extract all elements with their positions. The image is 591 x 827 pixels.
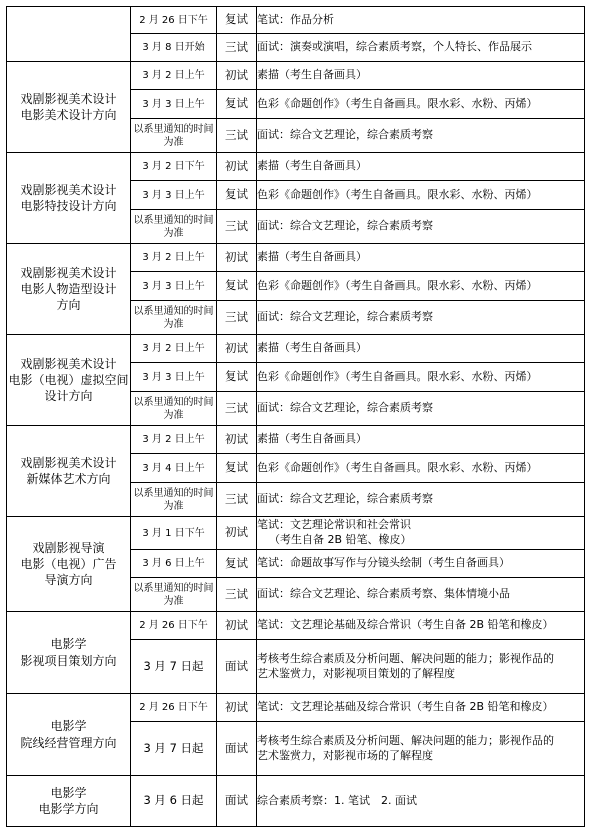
exam-content-line: 色彩《命题创作》（考生自备画具。限水彩、水粉、丙烯） bbox=[257, 460, 538, 474]
exam-content-line: 考核考生综合素质及分析问题、解决问题的能力；影视作品的 bbox=[257, 733, 554, 747]
exam-stage-cell: 三试 bbox=[217, 483, 257, 517]
major-name-line: 电影特技设计方向 bbox=[20, 199, 117, 213]
exam-stage-cell: 三试 bbox=[217, 119, 257, 153]
exam-stage-cell: 复试 bbox=[217, 272, 257, 301]
exam-time-cell: 3 月 3 日上午 bbox=[131, 181, 217, 210]
exam-content-cell bbox=[257, 90, 585, 119]
exam-time-cell: 2 月 26 日下午 bbox=[131, 7, 217, 34]
major-name-line: 电影学方向 bbox=[38, 802, 99, 816]
exam-content-cell bbox=[257, 210, 585, 244]
exam-stage-cell: 三试 bbox=[217, 301, 257, 335]
exam-content-line: 面试：演奏或演唱，综合素质考察，个人特长、作品展示 bbox=[257, 40, 532, 54]
exam-stage-cell: 复试 bbox=[217, 454, 257, 483]
exam-time-cell: 以系里通知的时间为准 bbox=[131, 301, 217, 335]
major-name-line: 设计方向 bbox=[44, 389, 93, 404]
exam-stage-cell: 初试 bbox=[217, 612, 257, 640]
exam-content-line: 艺术鉴赏力，对影视项目策划的了解程度 bbox=[257, 666, 455, 680]
exam-content-cell bbox=[257, 301, 585, 335]
exam-content-cell bbox=[257, 578, 585, 612]
exam-time-cell: 3 月 3 日上午 bbox=[131, 272, 217, 301]
exam-content-cell bbox=[257, 181, 585, 210]
exam-time-cell: 3 月 3 日上午 bbox=[131, 90, 217, 119]
exam-time-cell: 3 月 8 日开始 bbox=[131, 34, 217, 62]
exam-content-line: 素描（考生自备画具） bbox=[257, 341, 367, 355]
major-name-line: 戏剧影视美术设计 bbox=[20, 356, 117, 371]
major-name-line: 戏剧影视美术设计 bbox=[20, 455, 117, 470]
exam-time-cell: 2 月 26 日下午 bbox=[131, 694, 217, 722]
exam-stage-cell: 三试 bbox=[217, 34, 257, 62]
major-cell bbox=[7, 612, 131, 694]
exam-content-line: 笔试：文艺理论常识和社会常识 bbox=[257, 518, 411, 532]
exam-content-line: 素描（考生自备画具） bbox=[257, 68, 367, 82]
exam-content-line: （考生自备 2B 铅笔、橡皮） bbox=[269, 533, 412, 546]
exam-content-cell bbox=[257, 517, 585, 550]
major-cell bbox=[7, 776, 131, 827]
exam-content-cell bbox=[257, 272, 585, 301]
exam-time-cell: 3 月 7 日起 bbox=[131, 722, 217, 776]
exam-stage-cell: 面试 bbox=[217, 722, 257, 776]
exam-stage-cell: 复试 bbox=[217, 363, 257, 392]
exam-stage-cell: 复试 bbox=[217, 90, 257, 119]
exam-content-cell bbox=[257, 34, 585, 62]
exam-content-line: 素描（考生自备画具） bbox=[257, 250, 367, 264]
exam-content-line: 色彩《命题创作》（考生自备画具。限水彩、水粉、丙烯） bbox=[257, 278, 538, 292]
exam-content-line: 面试：综合文艺理论，综合素质考察 bbox=[257, 219, 433, 233]
exam-time-cell: 3 月 2 日下午 bbox=[131, 153, 217, 181]
major-name-line: 电影美术设计方向 bbox=[20, 108, 117, 122]
exam-time-cell: 以系里通知的时间为准 bbox=[131, 392, 217, 426]
exam-time-cell: 2 月 26 日下午 bbox=[131, 612, 217, 640]
major-cell bbox=[7, 62, 131, 153]
exam-content-line: 笔试：作品分析 bbox=[257, 12, 334, 26]
exam-stage-cell: 初试 bbox=[217, 426, 257, 454]
exam-content-cell bbox=[257, 244, 585, 272]
exam-stage-cell: 初试 bbox=[217, 335, 257, 363]
major-name-line: 方向 bbox=[56, 298, 81, 313]
exam-content-cell bbox=[257, 153, 585, 181]
exam-content-cell bbox=[257, 550, 585, 578]
exam-content-line: 色彩《命题创作》（考生自备画具。限水彩、水粉、丙烯） bbox=[257, 96, 538, 110]
exam-time-cell: 以系里通知的时间为准 bbox=[131, 483, 217, 517]
exam-stage-cell: 复试 bbox=[217, 550, 257, 578]
major-name-line: 院线经营管理方向 bbox=[20, 735, 117, 750]
major-name-line: 电影人物造型设计 bbox=[20, 281, 117, 296]
exam-content-line: 素描（考生自备画具） bbox=[257, 159, 367, 173]
major-cell bbox=[7, 153, 131, 244]
major-name-line: 电影学 bbox=[50, 785, 87, 800]
table-row bbox=[7, 335, 585, 363]
exam-content-cell bbox=[257, 454, 585, 483]
exam-time-cell: 3 月 2 日上午 bbox=[131, 335, 217, 363]
exam-content-line: 面试：综合文艺理论，综合素质考察 bbox=[257, 401, 433, 415]
exam-content-cell bbox=[257, 612, 585, 640]
major-name-line: 新媒体艺术方向 bbox=[26, 472, 111, 486]
major-name-line: 戏剧影视美术设计 bbox=[20, 265, 117, 280]
exam-time-cell: 3 月 2 日上午 bbox=[131, 244, 217, 272]
table-row bbox=[7, 62, 585, 90]
major-cell bbox=[7, 694, 131, 776]
exam-content-line: 面试：综合文艺理论，综合素质考察 bbox=[257, 310, 433, 324]
major-cell bbox=[7, 426, 131, 517]
exam-time-cell: 3 月 2 日上午 bbox=[131, 62, 217, 90]
exam-stage-cell: 面试 bbox=[217, 776, 257, 827]
major-name-line: 导演方向 bbox=[44, 573, 93, 588]
exam-content-line: 色彩《命题创作》（考生自备画具。限水彩、水粉、丙烯） bbox=[257, 369, 538, 383]
exam-time-cell: 3 月 7 日起 bbox=[131, 640, 217, 694]
exam-stage-cell: 初试 bbox=[217, 62, 257, 90]
major-name-line: 电影学 bbox=[50, 637, 87, 652]
exam-stage-cell: 复试 bbox=[217, 181, 257, 210]
exam-content-line: 笔试：命题故事写作与分镜头绘制（考生自备画具） bbox=[257, 556, 510, 570]
exam-content-line: 面试：综合文艺理论，综合素质考察 bbox=[257, 128, 433, 142]
exam-content-line: 面试：综合文艺理论，综合素质考察 bbox=[257, 492, 433, 506]
exam-schedule-table bbox=[6, 6, 585, 827]
major-name-line: 电影（电视）虚拟空间 bbox=[8, 372, 129, 387]
table-row bbox=[7, 153, 585, 181]
exam-content-cell bbox=[257, 640, 585, 694]
table-row bbox=[7, 776, 585, 827]
exam-content-line: 综合素质考察：1. 笔试 2. 面试 bbox=[257, 793, 417, 807]
exam-stage-cell: 三试 bbox=[217, 210, 257, 244]
exam-content-cell bbox=[257, 722, 585, 776]
exam-stage-cell: 初试 bbox=[217, 244, 257, 272]
major-name-line: 戏剧影视美术设计 bbox=[20, 91, 117, 106]
major-cell bbox=[7, 335, 131, 426]
exam-time-cell: 3 月 6 日上午 bbox=[131, 550, 217, 578]
exam-content-cell bbox=[257, 7, 585, 34]
table-row bbox=[7, 517, 585, 550]
exam-content-cell bbox=[257, 335, 585, 363]
major-name-line: 戏剧影视美术设计 bbox=[20, 182, 117, 197]
exam-content-line: 色彩《命题创作》（考生自备画具。限水彩、水粉、丙烯） bbox=[257, 187, 538, 201]
table-row bbox=[7, 694, 585, 722]
exam-time-cell: 以系里通知的时间为准 bbox=[131, 578, 217, 612]
exam-time-cell: 3 月 6 日起 bbox=[131, 776, 217, 827]
exam-content-cell bbox=[257, 426, 585, 454]
table-row bbox=[7, 7, 585, 34]
exam-stage-cell: 初试 bbox=[217, 694, 257, 722]
exam-content-cell bbox=[257, 363, 585, 392]
exam-content-line: 素描（考生自备画具） bbox=[257, 432, 367, 446]
exam-stage-cell: 初试 bbox=[217, 153, 257, 181]
exam-time-cell: 3 月 2 日上午 bbox=[131, 426, 217, 454]
exam-content-cell bbox=[257, 392, 585, 426]
exam-time-cell: 以系里通知的时间为准 bbox=[131, 119, 217, 153]
table-row bbox=[7, 612, 585, 640]
exam-content-line: 艺术鉴赏力，对影视市场的了解程度 bbox=[257, 748, 433, 762]
exam-stage-cell: 复试 bbox=[217, 7, 257, 34]
table-row bbox=[7, 426, 585, 454]
exam-content-line: 考核考生综合素质及分析问题、解决问题的能力；影视作品的 bbox=[257, 651, 554, 665]
exam-stage-cell: 三试 bbox=[217, 578, 257, 612]
exam-content-cell bbox=[257, 776, 585, 827]
exam-content-line: 面试：综合文艺理论、综合素质考察、集体情境小品 bbox=[257, 587, 510, 601]
exam-content-cell bbox=[257, 483, 585, 517]
exam-stage-cell: 初试 bbox=[217, 517, 257, 550]
exam-content-cell bbox=[257, 694, 585, 722]
exam-time-cell: 3 月 3 日上午 bbox=[131, 363, 217, 392]
major-cell bbox=[7, 244, 131, 335]
major-name-line: 影视项目策划方向 bbox=[20, 653, 117, 668]
exam-time-cell: 以系里通知的时间为准 bbox=[131, 210, 217, 244]
exam-stage-cell: 面试 bbox=[217, 640, 257, 694]
exam-time-cell: 3 月 1 日下午 bbox=[131, 517, 217, 550]
major-name-line: 戏剧影视导演 bbox=[32, 540, 105, 555]
major-name-line: 电影（电视）广告 bbox=[20, 556, 117, 571]
exam-time-cell: 3 月 4 日上午 bbox=[131, 454, 217, 483]
major-cell bbox=[7, 517, 131, 612]
major-name-line: 电影学 bbox=[50, 719, 87, 734]
exam-content-cell bbox=[257, 119, 585, 153]
exam-stage-cell: 三试 bbox=[217, 392, 257, 426]
exam-content-cell bbox=[257, 62, 585, 90]
exam-content-line: 笔试：文艺理论基础及综合常识（考生自备 2B 铅笔和橡皮） bbox=[257, 618, 554, 632]
exam-content-line: 笔试：文艺理论基础及综合常识（考生自备 2B 铅笔和橡皮） bbox=[257, 700, 554, 714]
table-row bbox=[7, 244, 585, 272]
major-cell bbox=[7, 7, 131, 62]
